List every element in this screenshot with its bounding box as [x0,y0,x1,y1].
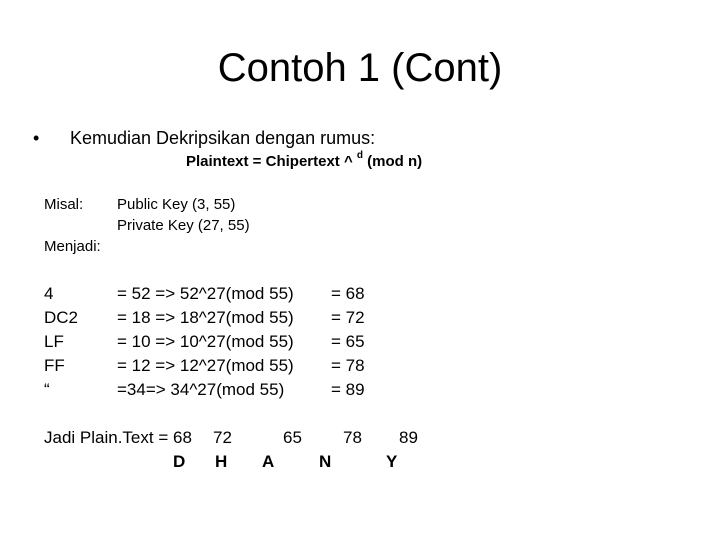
row-expression: = 18 => 18^27(mod 55) [117,308,294,327]
row-plain: LF [44,332,64,351]
final-letter: Y [386,452,398,471]
row-result: = 89 [331,380,365,399]
private-key-text: Private Key (27, 55) [117,217,250,234]
final-number: 78 [343,428,362,447]
formula-exponent: d [356,150,363,161]
menjadi-label: Menjadi: [44,238,101,255]
row-result: = 68 [331,284,365,303]
final-label: Jadi Plain.Text = [44,428,169,447]
final-number: 89 [399,428,418,447]
final-letter: D [173,452,186,471]
row-expression: = 52 => 52^27(mod 55) [117,284,294,303]
final-letter: H [215,452,228,471]
row-plain: “ [44,380,50,399]
final-letter: N [319,452,332,471]
final-letter: A [262,452,275,471]
slide-title: Contoh 1 (Cont) [217,46,503,90]
final-number: 68 [173,428,192,447]
public-key-text: Public Key (3, 55) [117,196,236,213]
formula-modulus: (mod n) [363,153,423,170]
row-result: = 65 [331,332,365,351]
row-plain: DC2 [44,308,79,327]
final-number: 65 [283,428,302,447]
final-number: 72 [213,428,232,447]
bullet-text: Kemudian Dekripsikan dengan rumus: [70,128,376,148]
decryption-formula [186,152,422,170]
row-plain: 4 [44,284,54,303]
misal-label: Misal: [44,196,84,213]
row-expression: = 12 => 12^27(mod 55) [117,356,294,375]
row-plain: FF [44,356,65,375]
row-expression: = 10 => 10^27(mod 55) [117,332,294,351]
row-result: = 72 [331,308,365,327]
row-expression: =34=> 34^27(mod 55) [117,380,285,399]
row-result: = 78 [331,356,365,375]
formula-base: Plaintext = Chipertext ^ [186,153,357,170]
bullet-marker: • [33,128,40,148]
